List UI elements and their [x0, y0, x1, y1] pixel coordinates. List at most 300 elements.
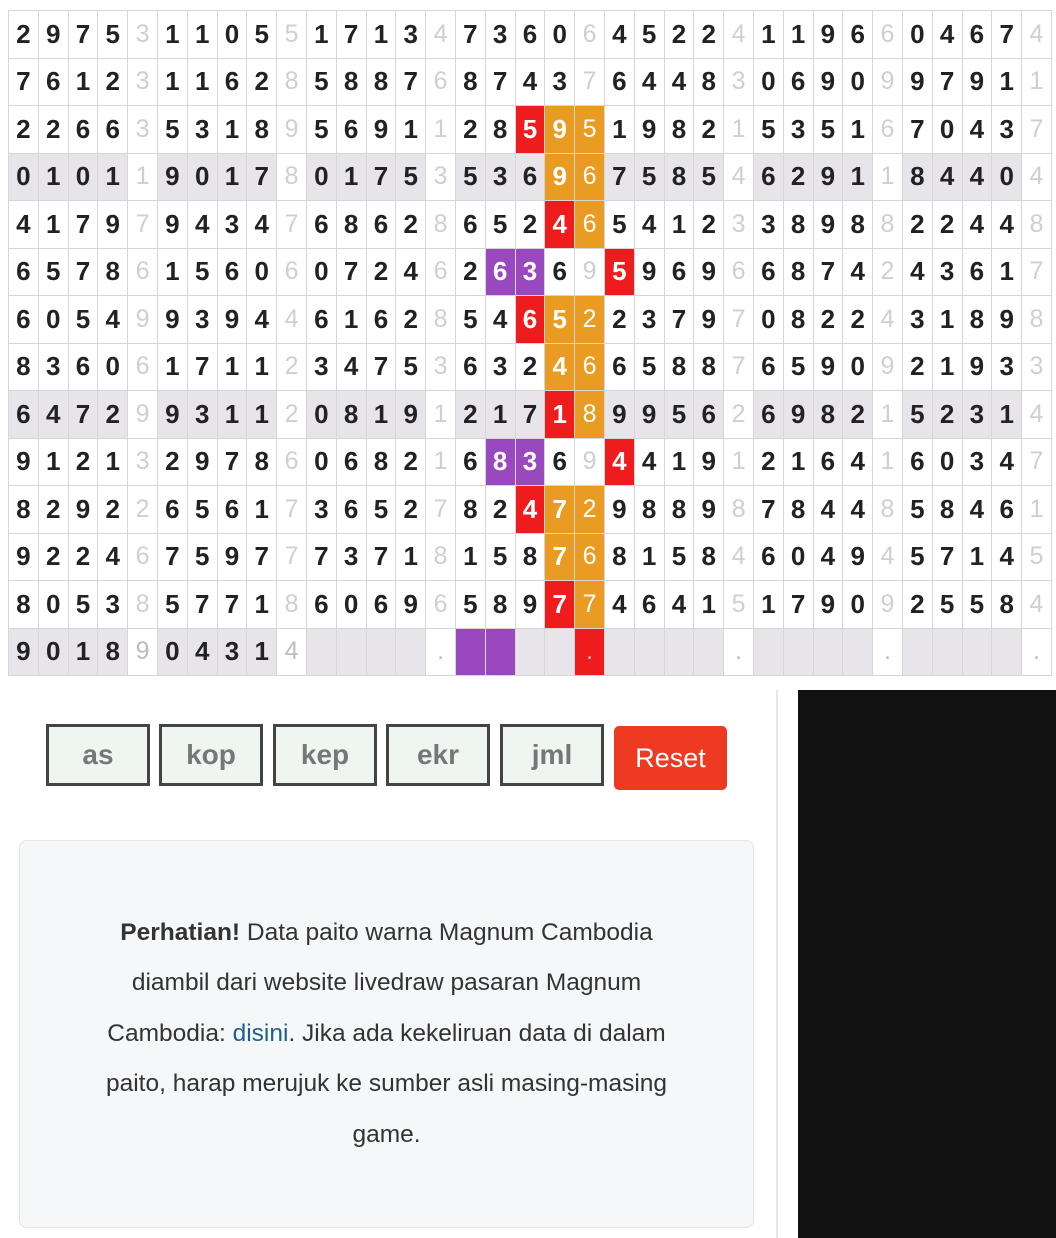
digit-cell[interactable]: 1: [336, 153, 366, 201]
digit-cell[interactable]: 6: [485, 248, 515, 296]
digit-cell[interactable]: 2: [98, 391, 128, 439]
digit-cell[interactable]: 4: [962, 486, 992, 534]
digit-cell[interactable]: 4: [634, 58, 664, 106]
digit-cell[interactable]: 2: [38, 486, 68, 534]
digit-cell[interactable]: 2: [843, 296, 873, 344]
digit-cell[interactable]: [843, 628, 873, 676]
digit-cell[interactable]: 5: [604, 248, 634, 296]
digit-cell[interactable]: 3: [187, 106, 217, 154]
separator-cell[interactable]: 6: [426, 248, 456, 296]
separator-cell[interactable]: 4: [1022, 391, 1052, 439]
digit-cell[interactable]: 4: [992, 533, 1022, 581]
digit-cell[interactable]: 1: [545, 391, 575, 439]
digit-cell[interactable]: 8: [783, 486, 813, 534]
separator-cell[interactable]: 4: [1022, 581, 1052, 629]
separator-cell[interactable]: 2: [724, 391, 754, 439]
digit-cell[interactable]: 5: [187, 533, 217, 581]
digit-cell[interactable]: 7: [366, 153, 396, 201]
digit-cell[interactable]: 1: [247, 486, 277, 534]
separator-cell[interactable]: 1: [873, 391, 903, 439]
digit-cell[interactable]: 3: [187, 391, 217, 439]
digit-cell[interactable]: 0: [932, 438, 962, 486]
digit-cell[interactable]: 2: [932, 391, 962, 439]
digit-cell[interactable]: 4: [813, 486, 843, 534]
digit-cell[interactable]: [455, 628, 485, 676]
digit-cell[interactable]: 6: [604, 58, 634, 106]
digit-cell[interactable]: 5: [455, 296, 485, 344]
digit-cell[interactable]: [962, 628, 992, 676]
digit-cell[interactable]: 0: [545, 11, 575, 59]
separator-cell[interactable]: 2: [575, 296, 605, 344]
digit-cell[interactable]: 2: [247, 58, 277, 106]
separator-cell[interactable]: 2: [277, 391, 307, 439]
digit-cell[interactable]: 8: [336, 391, 366, 439]
separator-cell[interactable]: 9: [128, 296, 158, 344]
digit-cell[interactable]: 6: [634, 581, 664, 629]
separator-cell[interactable]: 4: [1022, 153, 1052, 201]
digit-cell[interactable]: 1: [38, 153, 68, 201]
digit-cell[interactable]: 7: [366, 343, 396, 391]
separator-cell[interactable]: 1: [1022, 58, 1052, 106]
digit-cell[interactable]: 7: [515, 391, 545, 439]
digit-cell[interactable]: 9: [813, 343, 843, 391]
digit-cell[interactable]: [485, 628, 515, 676]
digit-cell[interactable]: 8: [98, 628, 128, 676]
digit-cell[interactable]: 1: [694, 581, 724, 629]
digit-cell[interactable]: [783, 628, 813, 676]
digit-cell[interactable]: 4: [634, 201, 664, 249]
digit-cell[interactable]: 9: [68, 486, 98, 534]
digit-cell[interactable]: 7: [247, 153, 277, 201]
separator-cell[interactable]: 3: [426, 153, 456, 201]
digit-cell[interactable]: 6: [455, 438, 485, 486]
separator-cell[interactable]: 6: [575, 533, 605, 581]
digit-cell[interactable]: 0: [336, 581, 366, 629]
digit-cell[interactable]: 8: [932, 486, 962, 534]
digit-cell[interactable]: 3: [485, 11, 515, 59]
digit-cell[interactable]: 7: [396, 58, 426, 106]
separator-cell[interactable]: 4: [1022, 11, 1052, 59]
digit-cell[interactable]: 9: [396, 391, 426, 439]
digit-cell[interactable]: 6: [694, 391, 724, 439]
digit-cell[interactable]: 1: [932, 296, 962, 344]
separator-cell[interactable]: 6: [128, 343, 158, 391]
digit-cell[interactable]: 2: [664, 11, 694, 59]
digit-cell[interactable]: 1: [783, 11, 813, 59]
digit-cell[interactable]: 7: [247, 533, 277, 581]
digit-cell[interactable]: 8: [336, 201, 366, 249]
separator-cell[interactable]: 8: [575, 391, 605, 439]
separator-cell[interactable]: 6: [575, 201, 605, 249]
digit-cell[interactable]: 2: [515, 201, 545, 249]
digit-cell[interactable]: 0: [38, 628, 68, 676]
digit-cell[interactable]: 2: [783, 153, 813, 201]
digit-cell[interactable]: 1: [366, 11, 396, 59]
digit-cell[interactable]: 4: [843, 438, 873, 486]
digit-cell[interactable]: 4: [992, 438, 1022, 486]
digit-cell[interactable]: 1: [157, 343, 187, 391]
kep-input[interactable]: [273, 724, 377, 786]
digit-cell[interactable]: 6: [366, 296, 396, 344]
digit-cell[interactable]: 5: [634, 11, 664, 59]
digit-cell[interactable]: 4: [843, 486, 873, 534]
digit-cell[interactable]: 3: [992, 343, 1022, 391]
separator-cell[interactable]: .: [426, 628, 456, 676]
digit-cell[interactable]: 5: [604, 201, 634, 249]
digit-cell[interactable]: 7: [545, 486, 575, 534]
digit-cell[interactable]: 6: [604, 343, 634, 391]
digit-cell[interactable]: 9: [962, 343, 992, 391]
digit-cell[interactable]: 5: [306, 106, 336, 154]
digit-cell[interactable]: 5: [902, 533, 932, 581]
digit-cell[interactable]: 8: [902, 153, 932, 201]
digit-cell[interactable]: 5: [813, 106, 843, 154]
digit-cell[interactable]: 7: [664, 296, 694, 344]
digit-cell[interactable]: 7: [9, 58, 39, 106]
separator-cell[interactable]: 9: [128, 628, 158, 676]
separator-cell[interactable]: .: [724, 628, 754, 676]
digit-cell[interactable]: 0: [187, 153, 217, 201]
separator-cell[interactable]: 6: [277, 248, 307, 296]
digit-cell[interactable]: 3: [545, 58, 575, 106]
separator-cell[interactable]: 8: [426, 533, 456, 581]
digit-cell[interactable]: 7: [336, 248, 366, 296]
digit-cell[interactable]: 1: [783, 438, 813, 486]
digit-cell[interactable]: 2: [694, 201, 724, 249]
digit-cell[interactable]: [694, 628, 724, 676]
digit-cell[interactable]: 6: [366, 581, 396, 629]
separator-cell[interactable]: 3: [128, 438, 158, 486]
digit-cell[interactable]: 1: [247, 391, 277, 439]
digit-cell[interactable]: 4: [664, 581, 694, 629]
kop-input[interactable]: [159, 724, 263, 786]
digit-cell[interactable]: 0: [306, 391, 336, 439]
digit-cell[interactable]: 3: [217, 201, 247, 249]
separator-cell[interactable]: 5: [277, 11, 307, 59]
digit-cell[interactable]: 4: [962, 153, 992, 201]
digit-cell[interactable]: 5: [485, 533, 515, 581]
separator-cell[interactable]: 7: [575, 581, 605, 629]
ekr-input[interactable]: [386, 724, 490, 786]
separator-cell[interactable]: 1: [426, 438, 456, 486]
digit-cell[interactable]: 7: [455, 11, 485, 59]
separator-cell[interactable]: 6: [575, 11, 605, 59]
digit-cell[interactable]: 1: [38, 438, 68, 486]
separator-cell[interactable]: 8: [873, 201, 903, 249]
digit-cell[interactable]: 2: [396, 296, 426, 344]
digit-cell[interactable]: 1: [247, 628, 277, 676]
digit-cell[interactable]: 5: [932, 581, 962, 629]
digit-cell[interactable]: 2: [932, 201, 962, 249]
digit-cell[interactable]: 2: [366, 248, 396, 296]
digit-cell[interactable]: 2: [38, 106, 68, 154]
digit-cell[interactable]: 1: [68, 628, 98, 676]
digit-cell[interactable]: 5: [664, 533, 694, 581]
jml-input[interactable]: [500, 724, 604, 786]
separator-cell[interactable]: 3: [724, 58, 754, 106]
digit-cell[interactable]: 5: [545, 296, 575, 344]
digit-cell[interactable]: 6: [9, 296, 39, 344]
digit-cell[interactable]: 4: [932, 11, 962, 59]
digit-cell[interactable]: 6: [68, 343, 98, 391]
digit-cell[interactable]: 9: [9, 438, 39, 486]
digit-cell[interactable]: 5: [396, 343, 426, 391]
digit-cell[interactable]: 7: [366, 533, 396, 581]
digit-cell[interactable]: 5: [306, 58, 336, 106]
digit-cell[interactable]: 1: [366, 391, 396, 439]
separator-cell[interactable]: 9: [873, 58, 903, 106]
digit-cell[interactable]: 3: [306, 486, 336, 534]
separator-cell[interactable]: 4: [873, 296, 903, 344]
digit-cell[interactable]: 3: [485, 153, 515, 201]
digit-cell[interactable]: 8: [247, 106, 277, 154]
separator-cell[interactable]: 3: [128, 58, 158, 106]
digit-cell[interactable]: 4: [247, 201, 277, 249]
digit-cell[interactable]: 8: [336, 58, 366, 106]
digit-cell[interactable]: 1: [634, 533, 664, 581]
digit-cell[interactable]: 7: [932, 533, 962, 581]
separator-cell[interactable]: 2: [128, 486, 158, 534]
digit-cell[interactable]: 6: [306, 201, 336, 249]
digit-cell[interactable]: 1: [98, 153, 128, 201]
digit-cell[interactable]: 2: [68, 438, 98, 486]
digit-cell[interactable]: 5: [902, 391, 932, 439]
separator-cell[interactable]: 1: [724, 106, 754, 154]
separator-cell[interactable]: 3: [1022, 343, 1052, 391]
digit-cell[interactable]: 0: [843, 581, 873, 629]
digit-cell[interactable]: 8: [455, 486, 485, 534]
separator-cell[interactable]: 6: [128, 248, 158, 296]
digit-cell[interactable]: 8: [9, 343, 39, 391]
separator-cell[interactable]: 4: [724, 153, 754, 201]
digit-cell[interactable]: 6: [753, 343, 783, 391]
digit-cell[interactable]: [604, 628, 634, 676]
separator-cell[interactable]: 4: [873, 533, 903, 581]
digit-cell[interactable]: 6: [336, 486, 366, 534]
digit-cell[interactable]: 9: [813, 11, 843, 59]
separator-cell[interactable]: 8: [128, 581, 158, 629]
digit-cell[interactable]: 6: [38, 58, 68, 106]
separator-cell[interactable]: 6: [873, 106, 903, 154]
digit-cell[interactable]: [336, 628, 366, 676]
digit-cell[interactable]: 5: [68, 581, 98, 629]
separator-cell[interactable]: 7: [277, 486, 307, 534]
digit-cell[interactable]: 4: [604, 438, 634, 486]
digit-cell[interactable]: 9: [157, 391, 187, 439]
separator-cell[interactable]: 9: [873, 581, 903, 629]
digit-cell[interactable]: 2: [902, 201, 932, 249]
separator-cell[interactable]: 1: [724, 438, 754, 486]
digit-cell[interactable]: 5: [98, 11, 128, 59]
digit-cell[interactable]: 3: [902, 296, 932, 344]
separator-cell[interactable]: 5: [575, 106, 605, 154]
digit-cell[interactable]: 3: [485, 343, 515, 391]
digit-cell[interactable]: 6: [455, 343, 485, 391]
digit-cell[interactable]: 4: [247, 296, 277, 344]
digit-cell[interactable]: 2: [396, 486, 426, 534]
separator-cell[interactable]: 7: [128, 201, 158, 249]
digit-cell[interactable]: 1: [396, 106, 426, 154]
digit-cell[interactable]: 6: [9, 248, 39, 296]
digit-cell[interactable]: 1: [217, 106, 247, 154]
digit-cell[interactable]: 1: [992, 391, 1022, 439]
digit-cell[interactable]: 8: [98, 248, 128, 296]
separator-cell[interactable]: 3: [128, 106, 158, 154]
digit-cell[interactable]: 5: [396, 153, 426, 201]
separator-cell[interactable]: 1: [426, 106, 456, 154]
separator-cell[interactable]: 7: [724, 296, 754, 344]
digit-cell[interactable]: 5: [366, 486, 396, 534]
digit-cell[interactable]: 8: [634, 486, 664, 534]
digit-cell[interactable]: 9: [545, 153, 575, 201]
digit-cell[interactable]: 4: [38, 391, 68, 439]
digit-cell[interactable]: 5: [247, 11, 277, 59]
digit-cell[interactable]: 3: [992, 106, 1022, 154]
digit-cell[interactable]: 4: [604, 581, 634, 629]
digit-cell[interactable]: 3: [634, 296, 664, 344]
digit-cell[interactable]: 3: [98, 581, 128, 629]
digit-cell[interactable]: 4: [336, 343, 366, 391]
digit-cell[interactable]: 8: [783, 201, 813, 249]
digit-cell[interactable]: [515, 628, 545, 676]
digit-cell[interactable]: 6: [753, 533, 783, 581]
digit-cell[interactable]: 1: [992, 248, 1022, 296]
digit-cell[interactable]: 7: [545, 533, 575, 581]
separator-cell[interactable]: 9: [873, 343, 903, 391]
digit-cell[interactable]: 8: [9, 486, 39, 534]
digit-cell[interactable]: 1: [38, 201, 68, 249]
digit-cell[interactable]: 5: [38, 248, 68, 296]
digit-cell[interactable]: 6: [664, 248, 694, 296]
digit-cell[interactable]: 9: [902, 58, 932, 106]
digit-cell[interactable]: 7: [68, 11, 98, 59]
digit-cell[interactable]: 7: [932, 58, 962, 106]
separator-cell[interactable]: 5: [724, 581, 754, 629]
digit-cell[interactable]: 0: [902, 11, 932, 59]
digit-cell[interactable]: 4: [545, 343, 575, 391]
digit-cell[interactable]: 2: [843, 391, 873, 439]
digit-cell[interactable]: [634, 628, 664, 676]
digit-cell[interactable]: 3: [336, 533, 366, 581]
digit-cell[interactable]: [813, 628, 843, 676]
digit-cell[interactable]: 1: [962, 533, 992, 581]
digit-cell[interactable]: 9: [217, 533, 247, 581]
digit-cell[interactable]: 0: [157, 628, 187, 676]
digit-cell[interactable]: 7: [187, 343, 217, 391]
digit-cell[interactable]: 2: [38, 533, 68, 581]
digit-cell[interactable]: 9: [694, 486, 724, 534]
digit-cell[interactable]: 2: [694, 11, 724, 59]
digit-cell[interactable]: 8: [515, 533, 545, 581]
digit-cell[interactable]: 1: [187, 11, 217, 59]
digit-cell[interactable]: 3: [217, 628, 247, 676]
digit-cell[interactable]: 1: [485, 391, 515, 439]
separator-cell[interactable]: 1: [426, 391, 456, 439]
digit-cell[interactable]: 5: [902, 486, 932, 534]
digit-cell[interactable]: 6: [217, 248, 247, 296]
digit-cell[interactable]: 1: [187, 58, 217, 106]
digit-cell[interactable]: 6: [813, 438, 843, 486]
digit-cell[interactable]: 8: [485, 581, 515, 629]
digit-cell[interactable]: 4: [634, 438, 664, 486]
digit-cell[interactable]: 4: [664, 58, 694, 106]
separator-cell[interactable]: 7: [426, 486, 456, 534]
digit-cell[interactable]: 7: [68, 391, 98, 439]
separator-cell[interactable]: 8: [1022, 201, 1052, 249]
digit-cell[interactable]: 4: [515, 58, 545, 106]
digit-cell[interactable]: 8: [843, 201, 873, 249]
digit-cell[interactable]: 9: [813, 201, 843, 249]
digit-cell[interactable]: 1: [664, 438, 694, 486]
digit-cell[interactable]: 2: [604, 296, 634, 344]
digit-cell[interactable]: 9: [604, 486, 634, 534]
digit-cell[interactable]: 4: [962, 201, 992, 249]
digit-cell[interactable]: 9: [9, 628, 39, 676]
digit-cell[interactable]: 8: [485, 438, 515, 486]
digit-cell[interactable]: 9: [634, 248, 664, 296]
digit-cell[interactable]: 0: [38, 296, 68, 344]
digit-cell[interactable]: 2: [455, 248, 485, 296]
digit-cell[interactable]: 0: [783, 533, 813, 581]
digit-cell[interactable]: 8: [992, 581, 1022, 629]
separator-cell[interactable]: 6: [128, 533, 158, 581]
digit-cell[interactable]: 3: [962, 438, 992, 486]
separator-cell[interactable]: 7: [1022, 438, 1052, 486]
digit-cell[interactable]: 0: [306, 248, 336, 296]
digit-cell[interactable]: 5: [515, 106, 545, 154]
digit-cell[interactable]: 6: [753, 248, 783, 296]
digit-cell[interactable]: 4: [843, 248, 873, 296]
separator-cell[interactable]: 4: [277, 628, 307, 676]
digit-cell[interactable]: 7: [217, 438, 247, 486]
digit-cell[interactable]: 7: [604, 153, 634, 201]
separator-cell[interactable]: 7: [724, 343, 754, 391]
digit-cell[interactable]: 3: [515, 438, 545, 486]
digit-cell[interactable]: 0: [9, 153, 39, 201]
digit-cell[interactable]: 6: [306, 296, 336, 344]
separator-cell[interactable]: 6: [724, 248, 754, 296]
digit-cell[interactable]: [396, 628, 426, 676]
digit-cell[interactable]: 1: [664, 201, 694, 249]
digit-cell[interactable]: 3: [187, 296, 217, 344]
digit-cell[interactable]: [932, 628, 962, 676]
digit-cell[interactable]: 7: [813, 248, 843, 296]
separator-cell[interactable]: 1: [873, 438, 903, 486]
digit-cell[interactable]: 5: [694, 153, 724, 201]
separator-cell[interactable]: 6: [426, 581, 456, 629]
digit-cell[interactable]: 1: [455, 533, 485, 581]
digit-cell[interactable]: 2: [9, 106, 39, 154]
digit-cell[interactable]: 9: [962, 58, 992, 106]
digit-cell[interactable]: 8: [813, 391, 843, 439]
digit-cell[interactable]: 5: [187, 486, 217, 534]
separator-cell[interactable]: 1: [128, 153, 158, 201]
digit-cell[interactable]: 7: [753, 486, 783, 534]
digit-cell[interactable]: 5: [157, 106, 187, 154]
digit-cell[interactable]: [545, 628, 575, 676]
digit-cell[interactable]: 7: [217, 581, 247, 629]
digit-cell[interactable]: 2: [813, 296, 843, 344]
separator-cell[interactable]: .: [873, 628, 903, 676]
digit-cell[interactable]: 7: [157, 533, 187, 581]
digit-cell[interactable]: 1: [843, 153, 873, 201]
digit-cell[interactable]: 9: [634, 106, 664, 154]
digit-cell[interactable]: 8: [783, 248, 813, 296]
digit-cell[interactable]: 6: [98, 106, 128, 154]
digit-cell[interactable]: 9: [992, 296, 1022, 344]
digit-cell[interactable]: 6: [545, 438, 575, 486]
digit-cell[interactable]: 6: [515, 153, 545, 201]
